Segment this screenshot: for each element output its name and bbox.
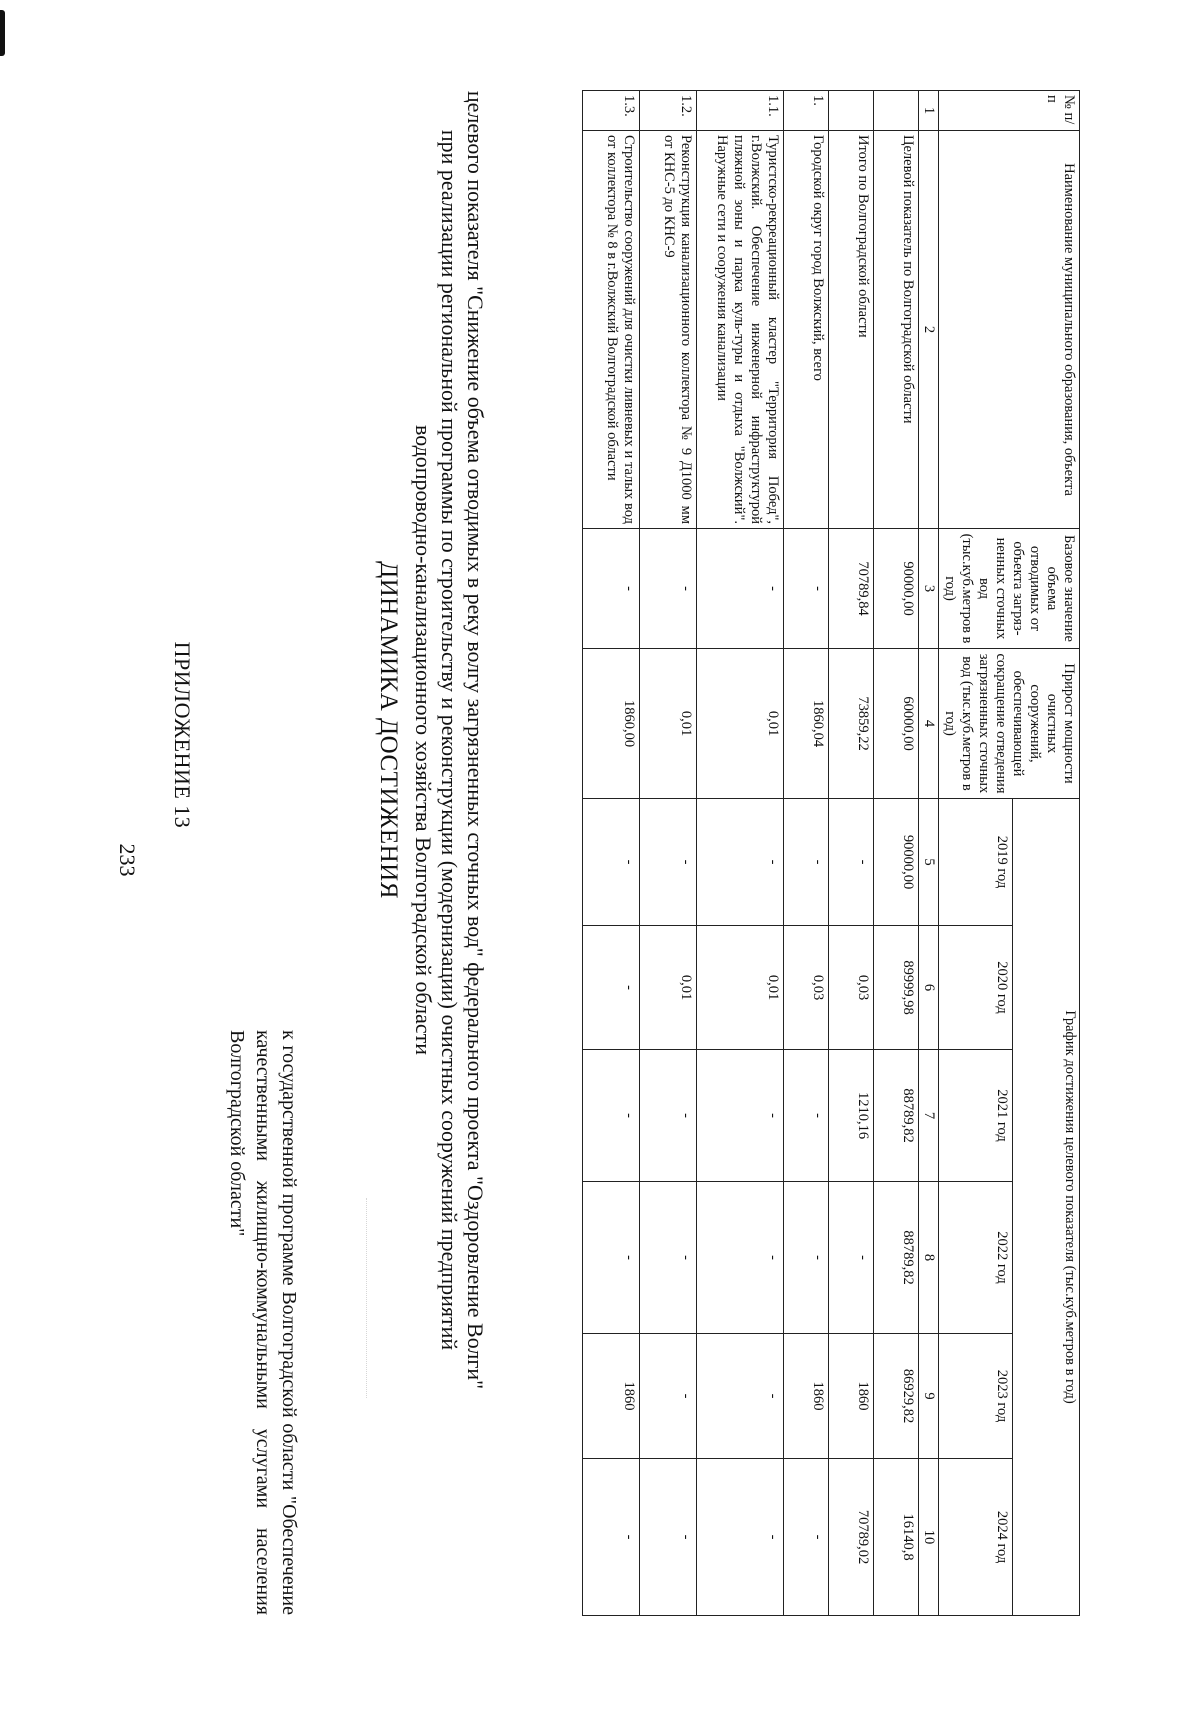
page-number: 233 [115, 843, 140, 877]
header-base: Базовое значение объема отводимых от объекта загряз-ненных сточных вод (тыс.куб.метров в год) [939, 529, 1080, 649]
cell-2024: 16140,8 [874, 1459, 919, 1616]
cell-2023: 1860 [583, 1334, 640, 1459]
header-year-2019: 2019 год [939, 799, 1013, 926]
header-year-2023: 2023 год [939, 1334, 1013, 1459]
cell-num: 1.3. [583, 91, 640, 131]
document-title: ДИНАМИКА ДОСТИЖЕНИЯ [375, 561, 402, 899]
cell-2023: 1860 [829, 1334, 874, 1459]
cell-growth: 1860,04 [784, 649, 829, 799]
cell-2019: - [640, 799, 697, 926]
cell-2022: - [829, 1182, 874, 1334]
cell-2020: 0,03 [829, 926, 874, 1050]
header-year-2022: 2022 год [939, 1182, 1013, 1334]
cell-2023: - [640, 1334, 697, 1459]
appendix-title: ПРИЛОЖЕНИЕ 13 [170, 641, 195, 829]
header-growth: Прирост мощности очистных сооружений, обеспечивающей сокращение отведения загрязненных сточных вод (тыс.куб.метров в год) [939, 649, 1080, 799]
cell-growth: 0,01 [697, 649, 784, 799]
table-row [583, 91, 640, 1616]
achievement-table [582, 90, 1080, 1616]
header-year-2020: 2020 год [939, 926, 1013, 1050]
cell-num [829, 91, 874, 131]
header-year-2024: 2024 год [939, 1459, 1013, 1616]
header-name: Наименование муниципального образования, объекта [939, 131, 1080, 529]
cell-num: 1.2. [640, 91, 697, 131]
cell-2020: 0,01 [640, 926, 697, 1050]
cell-2021: - [583, 1050, 640, 1182]
column-number: 9 [919, 1334, 939, 1459]
cell-2024: 70789,02 [829, 1459, 874, 1616]
cell-2022: 88789,82 [874, 1182, 919, 1334]
subtitle-line-1: целевого показателя "Снижение объема отводимых в реку волгу загрязненных сточных вод" федерального проекта "Оздоровление Волги" [463, 90, 488, 1390]
cell-name: Реконструкция канализационного коллектора № 9 Д1000 мм от КНС-5 до КНС-9 [640, 131, 697, 529]
cell-num: 1. [784, 91, 829, 131]
cell-num [874, 91, 919, 131]
header-schedule: График достижения целевого показателя (тыс.куб.метров в год) [1012, 799, 1079, 1616]
cell-2019: - [829, 799, 874, 926]
cell-growth: 0,01 [640, 649, 697, 799]
appendix-text: к государственной программе Волгоградской области "Обеспечение качественными жилищно-коммунальными услугами населения Волгоградской области" [226, 1030, 300, 1615]
cell-name: Туристско-рекреационный кластер "Территория Побед", г.Волжский. Обеспечение инженерной инфраструктурой пляжной зоны и парка куль-туры и отдыха "Волжский". Наружные сети и сооружения канализации [697, 131, 784, 529]
cell-2021: - [784, 1050, 829, 1182]
cell-2024: - [784, 1459, 829, 1616]
cell-base: - [640, 529, 697, 649]
cell-2023: 1860 [784, 1334, 829, 1459]
cell-base: - [583, 529, 640, 649]
table-row [784, 91, 829, 1616]
cell-2020: 0,01 [697, 926, 784, 1050]
cell-num: 1.1. [697, 91, 784, 131]
cell-2020: 0,03 [784, 926, 829, 1050]
column-number: 10 [919, 1459, 939, 1616]
subtitle-line-3: водопроводно-канализационного хозяйства Волгоградской области [411, 424, 436, 1056]
cell-2019: 90000,00 [874, 799, 919, 926]
cell-2021: - [697, 1050, 784, 1182]
table-row [697, 91, 784, 1616]
cell-2022: - [640, 1182, 697, 1334]
cell-2021: 1210,16 [829, 1050, 874, 1182]
column-number: 7 [919, 1050, 939, 1182]
cell-growth: 60000,00 [874, 649, 919, 799]
cell-growth: 73859,22 [829, 649, 874, 799]
cell-2024: - [697, 1459, 784, 1616]
table-row [829, 91, 874, 1616]
cell-name: Итого по Волгоградской области [829, 131, 874, 529]
subtitle-line-2: при реализации региональной программы по строительству и реконструкции (модернизации) очистных сооружений предприятий [437, 129, 462, 1351]
column-number: 1 [919, 91, 939, 131]
cell-2020: 89999,98 [874, 926, 919, 1050]
cell-2022: - [784, 1182, 829, 1334]
column-number: 6 [919, 926, 939, 1050]
cell-name: Городской округ город Волжский, всего [784, 131, 829, 529]
header-year-2021: 2021 год [939, 1050, 1013, 1182]
cell-base: - [697, 529, 784, 649]
document-subtitle [410, 75, 488, 1405]
cell-base: 90000,00 [874, 529, 919, 649]
header-num: № п/п [939, 91, 1080, 131]
cell-2024: - [583, 1459, 640, 1616]
column-number: 3 [919, 529, 939, 649]
cell-2019: - [784, 799, 829, 926]
table-row [640, 91, 697, 1616]
cell-growth: 1860,00 [583, 649, 640, 799]
cell-base: 70789,84 [829, 529, 874, 649]
column-number: 4 [919, 649, 939, 799]
column-number: 2 [919, 131, 939, 529]
cell-2020: - [583, 926, 640, 1050]
column-number: 5 [919, 799, 939, 926]
cell-2019: - [583, 799, 640, 926]
cell-name: Целевой показатель по Волгоградской области [874, 131, 919, 529]
table-row [874, 91, 919, 1616]
cell-2019: - [697, 799, 784, 926]
cell-name: Строительство сооружений для очистки ливневых и талых вод от коллектора № 8 в г.Волжский Волгоградской области [583, 131, 640, 529]
cell-2022: - [697, 1182, 784, 1334]
cell-2021: - [640, 1050, 697, 1182]
cell-2023: - [697, 1334, 784, 1459]
cell-2022: - [583, 1182, 640, 1334]
column-number: 8 [919, 1182, 939, 1334]
cell-2023: 86929,82 [874, 1334, 919, 1459]
cell-2021: 88789,82 [874, 1050, 919, 1182]
cell-base: - [784, 529, 829, 649]
cell-2024: - [640, 1459, 697, 1616]
